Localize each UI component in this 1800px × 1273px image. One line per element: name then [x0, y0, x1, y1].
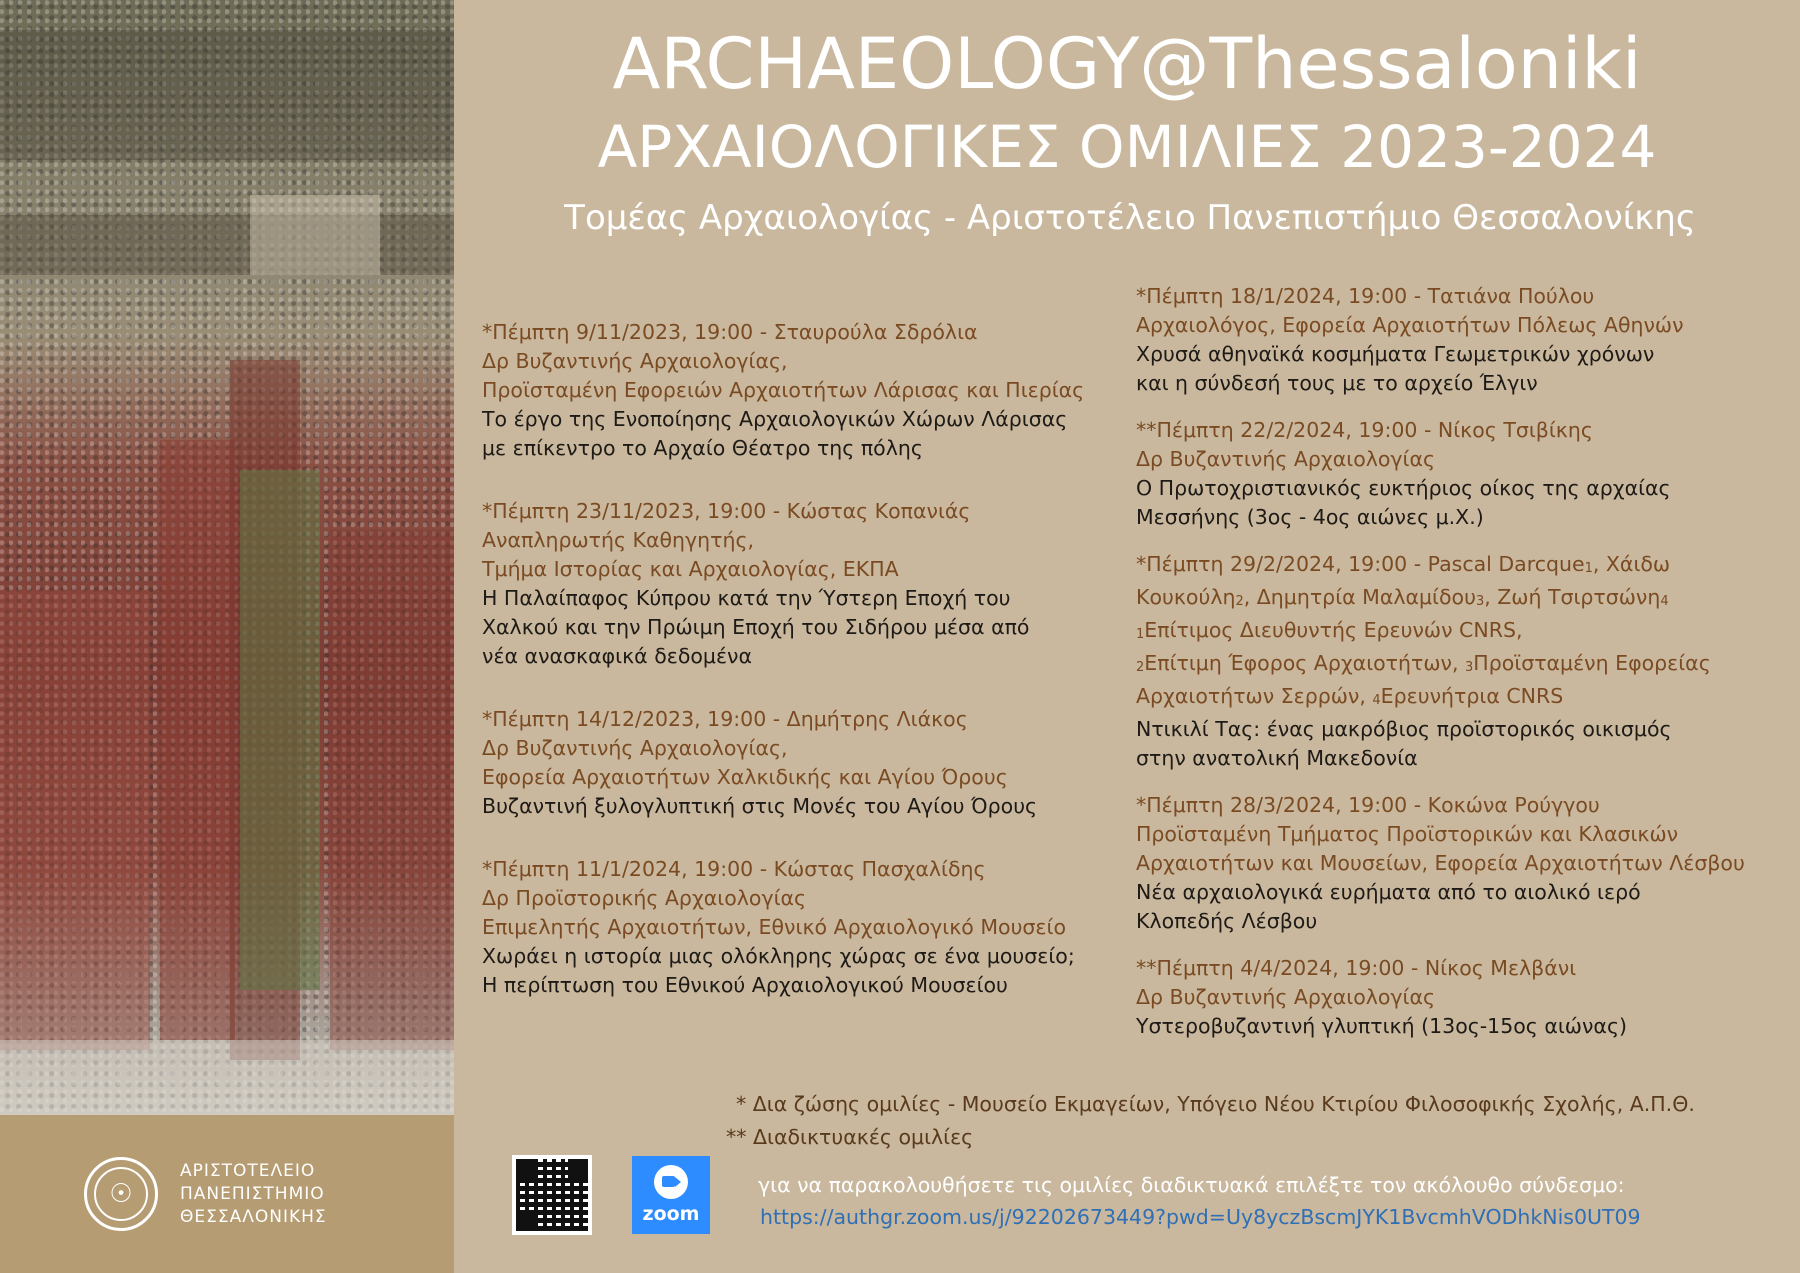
- zoom-label: zoom: [642, 1203, 700, 1225]
- lecture-topic: στην ανατολική Μακεδονία: [1136, 746, 1418, 770]
- lecture-heading: *Πέμπτη 9/11/2023, 19:00 - Σταυρούλα Σδρόλια: [482, 320, 978, 344]
- lecture-affiliation: 2Επίτιμη Έφορος Αρχαιοτήτων, 3Προϊσταμένη Εφορείας: [1136, 651, 1711, 675]
- lecture-topic: Χωράει η ιστορία μιας ολόκληρης χώρας σε ένα μουσείο;: [482, 944, 1075, 968]
- zoom-logo-icon[interactable]: [632, 1156, 710, 1234]
- lecture-affiliation: Επιμελητής Αρχαιοτήτων, Εθνικό Αρχαιολογικό Μουσείο: [482, 915, 1066, 939]
- university-name: ΑΡΙΣΤΟΤΕΛΕΙΟ ΠΑΝΕΠΙΣΤΗΜΙΟ ΘΕΣΣΑΛΟΝΙΚΗΣ: [180, 1161, 327, 1227]
- qr-code-icon[interactable]: [512, 1155, 592, 1235]
- department-name: Τομέας Αρχαιολογίας - Αριστοτέλειο Πανεπιστήμιο Θεσσαλονίκης: [564, 198, 1696, 238]
- lecture-affiliation: Δρ Βυζαντινής Αρχαιολογίας: [1136, 447, 1436, 471]
- lecture-affiliation: Αρχαιολόγος, Εφορεία Αρχαιοτήτων Πόλεως Αθηνών: [1136, 313, 1684, 337]
- lecture-topic: Ντικιλί Τας: ένας μακρόβιος προϊστορικός οικισμός: [1136, 717, 1672, 741]
- lecture-heading: *Πέμπτη 18/1/2024, 19:00 - Τατιάνα Πούλου: [1136, 284, 1595, 308]
- online-lectures-note: ** Διαδικτυακές ομιλίες: [726, 1125, 974, 1149]
- lecture-heading: **Πέμπτη 4/4/2024, 19:00 - Νίκος Μελβάνι: [1136, 956, 1577, 980]
- live-lectures-note: * Δια ζώσης ομιλίες - Μουσείο Εκμαγείων, Υπόγειο Νέου Κτιρίου Φιλοσοφικής Σχολής, Α.Π.Θ.: [736, 1092, 1695, 1116]
- lecture-heading: *Πέμπτη 29/2/2024, 19:00 - Pascal Darcque1, Χάιδω: [1136, 552, 1671, 576]
- lecture-heading: *Πέμπτη 11/1/2024, 19:00 - Κώστας Πασχαλίδης: [482, 857, 986, 881]
- lecture-topic: Μεσσήνης (3ος - 4ος αιώνες μ.Χ.): [1136, 505, 1484, 529]
- video-camera-icon: [654, 1165, 688, 1199]
- mosaic-image: [0, 0, 454, 1115]
- lecture-item: [1136, 954, 1796, 1041]
- lecture-topic: Ο Πρωτοχριστιανικός ευκτήριος οίκος της αρχαίας: [1136, 476, 1671, 500]
- lecture-affiliation: Τμήμα Ιστορίας και Αρχαιολογίας, ΕΚΠΑ: [482, 557, 899, 581]
- lecture-topic: και η σύνδεσή τους με το αρχείο Έλγιν: [1136, 371, 1538, 395]
- lecture-heading: *Πέμπτη 28/3/2024, 19:00 - Κοκώνα Ρούγγου: [1136, 793, 1600, 817]
- lecture-affiliation: Προϊσταμένη Εφορειών Αρχαιοτήτων Λάρισας και Πιερίας: [482, 378, 1085, 402]
- lecture-affiliation: Εφορεία Αρχαιοτήτων Χαλκιδικής και Αγίου Όρους: [482, 765, 1008, 789]
- lecture-affiliation: Δρ Προϊστορικής Αρχαιολογίας: [482, 886, 807, 910]
- lecture-topic: Η περίπτωση του Εθνικού Αρχαιολογικού Μουσείου: [482, 973, 1008, 997]
- page-title: ARCHAEOLOGY@Thessaloniki: [612, 23, 1642, 105]
- lecture-affiliation: Δρ Βυζαντινής Αρχαιολογίας,: [482, 349, 788, 373]
- lecture-heading: *Πέμπτη 14/12/2023, 19:00 - Δημήτρης Λιάκος: [482, 707, 968, 731]
- lecture-topic: Νέα αρχαιολογικά ευρήματα από το αιολικό ιερό: [1136, 880, 1641, 904]
- lecture-affiliation: Αναπληρωτής Καθηγητής,: [482, 528, 755, 552]
- lecture-topic: Κλοπεδής Λέσβου: [1136, 909, 1318, 933]
- lecture-heading: **Πέμπτη 22/2/2024, 19:00 - Νίκος Τσιβίκης: [1136, 418, 1593, 442]
- lecture-item: [1136, 791, 1796, 936]
- page-subtitle: ΑΡΧΑΙΟΛΟΓΙΚΕΣ ΟΜΙΛΙΕΣ 2023-2024: [597, 113, 1657, 181]
- lecture-item: [1136, 550, 1796, 773]
- lecture-affiliation: 1Επίτιμος Διευθυντής Ερευνών CNRS,: [1136, 618, 1523, 642]
- lecture-item: [482, 855, 1132, 1000]
- lecture-item: [482, 705, 1132, 821]
- lecture-topic: Υστεροβυζαντινή γλυπτική (13ος-15ος αιώνας): [1136, 1014, 1627, 1038]
- university-seal-icon: ☉: [84, 1157, 158, 1231]
- lectures-left-column: [482, 318, 1132, 1034]
- lecture-heading: *Πέμπτη 23/11/2023, 19:00 - Κώστας Κοπανιάς: [482, 499, 971, 523]
- lecture-topic: νέα ανασκαφικά δεδομένα: [482, 644, 752, 668]
- lecture-topic: Χρυσά αθηναϊκά κοσμήματα Γεωμετρικών χρόνων: [1136, 342, 1655, 366]
- zoom-link[interactable]: https://authgr.zoom.us/j/92202673449?pwd=Uy8yczBscmJYK1BvcmhVODhkNis0UT09: [760, 1205, 1641, 1229]
- lecture-affiliation: Δρ Βυζαντινής Αρχαιολογίας: [1136, 985, 1436, 1009]
- lecture-item: [482, 318, 1132, 463]
- lecture-item: [1136, 282, 1796, 398]
- lecture-item: [1136, 416, 1796, 532]
- lecture-topic: Η Παλαίπαφος Κύπρου κατά την Ύστερη Εποχή του: [482, 586, 1011, 610]
- lecture-affiliation: Προϊσταμένη Τμήματος Προϊστορικών και Κλασικών: [1136, 822, 1679, 846]
- lecture-topic: Βυζαντινή ξυλογλυπτική στις Μονές του Αγίου Όρους: [482, 794, 1038, 818]
- lectures-right-column: [1136, 282, 1796, 1059]
- lecture-item: [482, 497, 1132, 671]
- lecture-topic: με επίκεντρο το Αρχαίο Θέατρο της πόλης: [482, 436, 923, 460]
- lecture-affiliation: Αρχαιοτήτων και Μουσείων, Εφορεία Αρχαιοτήτων Λέσβου: [1136, 851, 1745, 875]
- lecture-affiliation: Αρχαιοτήτων Σερρών, 4Ερευνήτρια CNRS: [1136, 684, 1564, 708]
- online-instructions: για να παρακολουθήσετε τις ομιλίες διαδικτυακά επιλέξτε τον ακόλουθο σύνδεσμο:: [758, 1173, 1625, 1197]
- lecture-topic: Χαλκού και την Πρώιμη Εποχή του Σιδήρου μέσα από: [482, 615, 1030, 639]
- lecture-topic: Το έργο της Ενοποίησης Αρχαιολογικών Χώρων Λάρισας: [482, 407, 1068, 431]
- lecture-heading: Κουκούλη2, Δημητρία Μαλαμίδου3, Ζωή Τσιρτσώνη4: [1136, 585, 1669, 609]
- lecture-affiliation: Δρ Βυζαντινής Αρχαιολογίας,: [482, 736, 788, 760]
